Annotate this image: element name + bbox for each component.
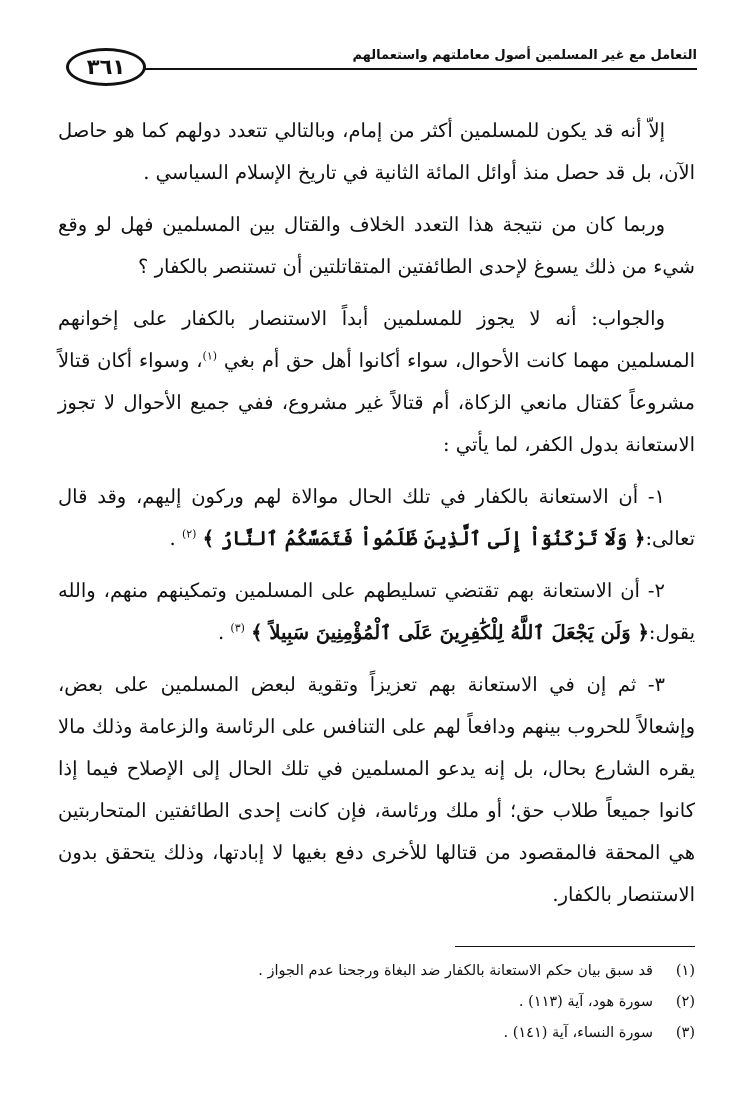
footnote-divider [455, 946, 695, 947]
point-2 [58, 570, 695, 654]
point-text: ٢- أن الاستعانة بهم تقتضي تسليطهم على المسلمين وتمكينهم منهم، والله يقول: [58, 579, 695, 644]
point-end: . [218, 621, 231, 644]
footnote-number: (١) [675, 963, 695, 979]
answer-text: ، وسواء أكان قتالاً مشروعاً كقتال مانعي الزكاة، أم قتالاً غير مشروع، ففي جميع الأحوال لا تجوز الاستعانة بدول الكفر، لما يأتي : [58, 349, 695, 456]
footnote [58, 956, 695, 987]
answer-paragraph [58, 298, 695, 466]
point-end: . [169, 527, 182, 550]
paragraph: إلاّ أنه قد يكون للمسلمين أكثر من إمام، وبالتالي تتعدد دولهم كما هو حاصل الآن، بل قد حصل منذ أوائل المائة الثانية في تاريخ الإسلام السياسي . [58, 119, 695, 184]
paragraph: وربما كان من نتيجة هذا التعدد الخلاف والقتال بين المسلمين فهل لو وقع شيء من ذلك يسوغ لإحدى الطائفتين المتقاتلتين أن تستنصر بالكفار ؟ [58, 213, 695, 278]
body-text [58, 110, 695, 926]
footnote [58, 987, 695, 1018]
answer-text: والجواب: أنه لا يجوز للمسلمين أبداً الاستنصار بالكفار على إخوانهم المسلمين مهما كانت الأحوال، سواء أكانوا أهل حق أم بغي [58, 307, 695, 372]
quran-verse: ﴿ وَلَن يَجْعَلَ ٱللَّهُ لِلْكَٰفِرِينَ عَلَى ٱلْمُؤْمِنِينَ سَبِيلاً ﴾ [251, 621, 649, 644]
footnote-ref: (١) [202, 349, 218, 363]
page-header [66, 44, 697, 90]
point-1 [58, 476, 695, 560]
header-rule [144, 68, 697, 70]
footnote [58, 1018, 695, 1049]
footnote-text: قد سبق بيان حكم الاستعانة بالكفار ضد البغاة ورجحنا عدم الجواز . [258, 963, 653, 979]
footnotes [58, 956, 695, 1049]
footnote-text: سورة النساء، آية (١٤١) . [503, 1025, 653, 1041]
footnote-text: سورة هود، آية (١١٣) . [518, 994, 653, 1010]
point-3: ٣- ثم إن في الاستعانة بهم تعزيزاً وتقوية لبعض المسلمين على بعض، وإشعالاً للحروب بينهم ودافعاً لهم على التنافس على الرئاسة والزعامة وذلك مالا يقره الشارع بحال، بل إنه يدعو المسلمين في تلك الحال إلى الإصلاح فيما إذا كانوا جميعاً طلاب حق؛ أو ملك ورئاسة، فإن كانت إحدى الطائفتين المتحاربتين هي المحقة فالمقصود من قتالها للأخرى دفع بغيها لا إبادتها، وذلك يتحقق بدون الاستنصار بالكفار. [58, 673, 695, 906]
footnote-number: (٢) [675, 994, 695, 1010]
running-title: التعامل مع غير المسلمين أصول معاملتهم واستعمالهم [352, 48, 697, 63]
footnote-number: (٣) [675, 1025, 695, 1041]
quran-verse: ﴿ وَلَا تَرْكَنُوٓاْ إِلَى ٱلَّذِينَ ظَلَمُواْ فَتَمَسَّكُمُ ٱلنَّارُ ﴾ [202, 527, 646, 550]
footnote-ref: (٣) [230, 621, 245, 635]
footnote-ref: (٢) [181, 527, 197, 541]
point-text: ١- أن الاستعانة بالكفار في تلك الحال موالاة لهم وركون إليهم، وقد قال تعالى: [58, 485, 695, 550]
page-number: ٣٦١ [66, 48, 146, 86]
